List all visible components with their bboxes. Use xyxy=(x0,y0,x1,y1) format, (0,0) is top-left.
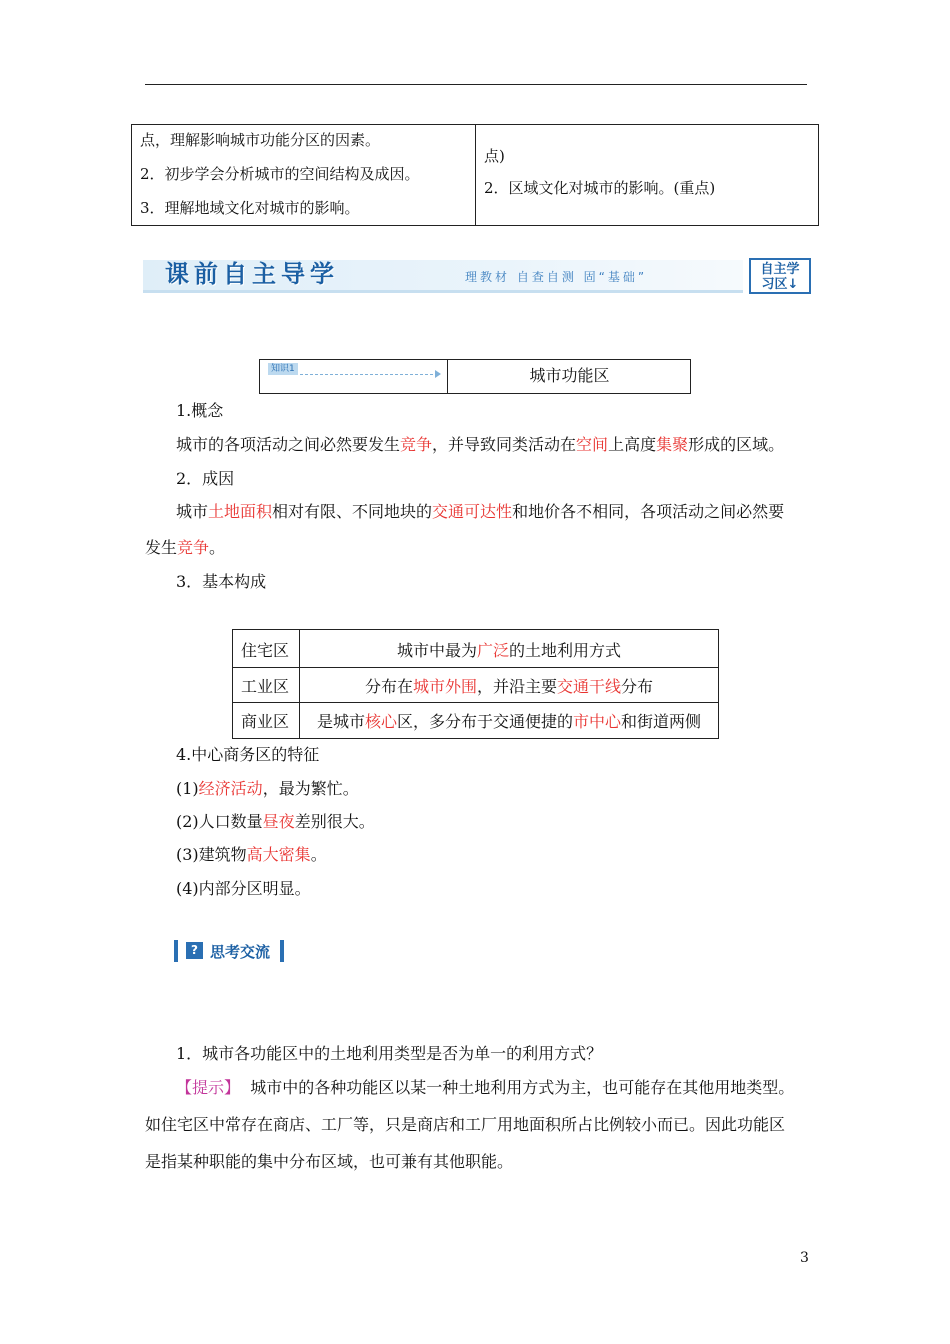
header-rule xyxy=(145,84,807,85)
section4-heading: 4.中心商务区的特征 xyxy=(176,745,320,764)
cbd-feature-item xyxy=(176,809,375,832)
think-discuss-label: 思考交流 xyxy=(210,943,271,961)
text: 发生 xyxy=(145,538,178,557)
knowledge-point-title: 城市功能区 xyxy=(529,366,610,385)
knowledge-point-tag-cell xyxy=(260,360,448,393)
text: 。 xyxy=(209,538,226,557)
table-row-desc xyxy=(300,709,718,732)
text: 城市 xyxy=(176,502,209,521)
section-banner xyxy=(143,250,815,296)
highlight: 城市外围 xyxy=(412,677,477,696)
text: ，并导致同类活动在 xyxy=(432,435,577,454)
text: 城市中最为 xyxy=(396,641,477,660)
text: 。 xyxy=(310,845,327,864)
highlight: 空间 xyxy=(576,435,609,454)
text: ，并沿主要 xyxy=(476,677,557,696)
double-bar-icon xyxy=(280,940,284,962)
arrow-head-icon xyxy=(435,370,441,378)
highlight: 经济活动 xyxy=(198,779,263,798)
highlight: 竞争 xyxy=(177,538,210,557)
section2-heading: 2．成因 xyxy=(176,469,235,488)
structure-table xyxy=(232,629,719,739)
objectives-table xyxy=(131,124,819,226)
objectives-divider xyxy=(475,125,476,225)
text: 上高度 xyxy=(608,435,657,454)
cbd-feature-item xyxy=(176,776,359,799)
text: (3)建筑物 xyxy=(176,845,247,864)
question-text: 1．城市各功能区中的土地利用类型是否为单一的利用方式？ xyxy=(176,1044,603,1063)
section2-paragraph-line1 xyxy=(176,499,784,522)
text: 区，多分布于交通便捷的 xyxy=(396,712,573,731)
text: 形成的区域。 xyxy=(688,435,785,454)
text: (1) xyxy=(176,779,199,798)
tip-line1 xyxy=(176,1075,794,1098)
banner-badge-line1: 自主学 xyxy=(760,262,800,277)
question-icon: ? xyxy=(186,942,203,959)
section1-heading: 1.概念 xyxy=(176,401,224,420)
text: 分布 xyxy=(621,677,654,696)
highlight: 市中心 xyxy=(573,712,622,731)
section1-paragraph xyxy=(176,432,784,455)
text: 和街道两侧 xyxy=(621,712,702,731)
tip-label: 【提示】 xyxy=(176,1078,241,1097)
table-row-divider xyxy=(233,702,718,703)
objective-left-3: 3．理解地域文化对城市的影响。 xyxy=(140,199,360,217)
section3-heading: 3．基本构成 xyxy=(176,572,267,591)
knowledge-point-tag: 知识1 xyxy=(268,363,298,375)
banner-badge xyxy=(749,258,811,294)
highlight: 竞争 xyxy=(400,435,433,454)
banner-subtitle: 理教材 自查自测 固“基础” xyxy=(465,270,648,284)
highlight: 交通可达性 xyxy=(432,502,513,521)
text: 分布在 xyxy=(364,677,413,696)
highlight: 高大密集 xyxy=(246,845,311,864)
objective-left-2: 2．初步学会分析城市的空间结构及成因。 xyxy=(140,165,420,183)
objective-left-1: 点，理解影响城市功能分区的因素。 xyxy=(140,131,381,149)
table-row-name: 住宅区 xyxy=(241,641,290,660)
objective-right-2: 2．区域文化对城市的影响。(重点) xyxy=(484,179,716,197)
dashed-arrow xyxy=(300,374,438,375)
tip-line3: 是指某种职能的集中分布区域，也可兼有其他职能。 xyxy=(145,1152,514,1171)
text: (4)内部分区明显。 xyxy=(176,879,311,898)
banner-title: 课前自主导学 xyxy=(165,260,339,288)
tip-line2: 如住宅区中常存在商店、工厂等，只是商店和工厂用地面积所占比例较小而已。因此功能区 xyxy=(145,1115,786,1134)
text: 差别很大。 xyxy=(294,812,375,831)
objective-right-1: 点) xyxy=(484,147,505,165)
page-number: 3 xyxy=(800,1250,809,1266)
table-row-desc xyxy=(300,638,718,661)
highlight: 广泛 xyxy=(476,641,509,660)
highlight: 昼夜 xyxy=(262,812,295,831)
double-bar-icon xyxy=(174,940,178,962)
table-row-divider xyxy=(233,667,718,668)
highlight: 交通干线 xyxy=(557,677,622,696)
text: 城市的各项活动之间必然要发生 xyxy=(176,435,401,454)
text: (2)人口数量 xyxy=(176,812,263,831)
highlight: 核心 xyxy=(364,712,397,731)
section2-paragraph-line2 xyxy=(145,535,225,558)
cbd-feature-item xyxy=(176,842,327,865)
knowledge-point-header xyxy=(259,359,691,394)
highlight: 土地面积 xyxy=(208,502,273,521)
table-row-name: 商业区 xyxy=(241,712,290,731)
cbd-feature-item xyxy=(176,876,311,899)
table-row-desc xyxy=(300,674,718,697)
text: 的土地利用方式 xyxy=(509,641,622,660)
table-row-name: 工业区 xyxy=(241,677,290,696)
text: 和地价各不相同，各项活动之间必然要 xyxy=(512,502,785,521)
text: 是城市 xyxy=(316,712,365,731)
banner-badge-line2: 习区↓ xyxy=(761,277,799,292)
highlight: 集聚 xyxy=(656,435,689,454)
tip-text: 城市中的各种功能区以某一种土地利用方式为主，也可能存在其他用地类型。 xyxy=(250,1078,795,1097)
text: ，最为繁忙。 xyxy=(262,779,359,798)
text: 相对有限、不同地块的 xyxy=(272,502,433,521)
